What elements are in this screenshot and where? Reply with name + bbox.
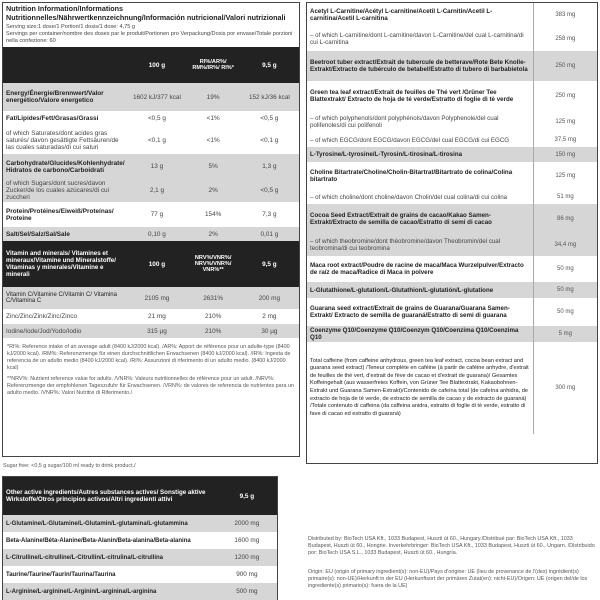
row-value-100g: 77 g: [150, 211, 164, 219]
row-label: Taurine/Taurine/Taurin/Taurina/Taurina: [6, 571, 116, 578]
row-value-9-5g: 2 mg: [262, 313, 277, 321]
vitamins-header: Vitamin and minerals/ Vitamines et mineraux/Vitamine und Mineralstoffe/ Vitaminas y minerales/Vitamine e minerali: [3, 241, 127, 287]
row-label: of which Sugars/dont sucres/davon Zucker/de los cuales azúcares/di cui zuccheri: [3, 179, 127, 202]
row-salt: [3, 227, 299, 241]
row-beetroot: [307, 51, 597, 81]
col-100g: 100 g: [127, 47, 186, 83]
row-value: 900 mg: [236, 571, 258, 578]
row-label: – of which EGCG/dont EGCG/davon EGCG/del cual EGCG/di cui EGCG: [310, 136, 510, 144]
row-energy: [3, 83, 299, 111]
row-value-100g: 0,10 g: [127, 227, 186, 241]
row-sugars: [3, 179, 299, 202]
row-value: 150 mg: [533, 147, 597, 162]
row-value-100g: 2105 mg: [127, 287, 186, 309]
row-value: 2000 mg: [217, 515, 277, 532]
row-value-ri: 5%: [187, 154, 240, 179]
row-value: 34,4 mg: [533, 234, 597, 256]
row-label: Fat/Lipides/Fett/Grasas/Grassi: [6, 115, 99, 123]
row-theobromine: [307, 234, 597, 256]
vit-col-nrv: NRV%/VNR%/ NRV%/VNR%/ VNR%**: [187, 241, 240, 287]
row-value-ri: <1%: [206, 136, 220, 144]
row-value-9-5g: 200 mg: [240, 287, 299, 309]
row-label: Iodine/Iode/Jod/Yodo/Iodio: [3, 324, 127, 338]
row-value: 250 mg: [533, 51, 597, 81]
row-tyrosine: [307, 147, 597, 162]
row-value-9-5g: <0,5 g: [240, 179, 299, 202]
row-guarana: [307, 298, 597, 326]
vit-col-9-5g: 9,5 g: [240, 241, 299, 287]
row-value-100g: <0,1 g: [147, 136, 166, 144]
row-value-9-5g: 7,3 g: [262, 211, 277, 219]
col-9-5g: 9,5 g: [240, 47, 299, 83]
row-value-nrv: 210%: [204, 313, 222, 321]
other-header-row: [3, 477, 277, 515]
row-label: Carbohydrate/Glucides/Kohlenhydrate/ Hidratos de carbono/Carboidrati: [3, 154, 127, 179]
vit-col-100g: 100 g: [127, 241, 186, 287]
row-value: 37,5 mg: [533, 133, 597, 147]
row-value: 125 mg: [533, 162, 597, 190]
row-label: Beetroot tuber extract/Extrait de tubercule de betterave/Rote Bete Knolle-Extrakt/Extracto de tubérculo de betabel/Estratto di tubero di barbabietola: [307, 51, 533, 81]
row-value: 258 mg: [533, 27, 597, 51]
row-label: – of which choline/dont choline/davon Cholin/del cual colina/di cui colina: [310, 193, 508, 201]
row-choline: [307, 162, 597, 190]
row-value: 383 mg: [533, 3, 597, 27]
row-value: 1200 mg: [217, 549, 277, 566]
nrv-footnote: **NRV%: Nutrient reference value for adults. /VNR%: Valeurs nutritionnelles de référence pour un adult. /NRV%: Referenzmenge der empfohlenen Tageszufuhr für Erwachsenen. /VRN%: de valores de referencia de nutrientes para un adulto medio. /VNR%: Valori Nutritivi di Riferimento./: [7, 376, 294, 397]
servings-per-container: Servings per container/nombre des doses par le produit/Portionen pro Verpackung/Dosis por envase/Totale porzioni nella confezione: 60: [6, 30, 293, 44]
row-value-ri: <1%: [206, 115, 220, 123]
row-value-9-5g: 30 µg: [240, 324, 299, 338]
row-protein: [3, 202, 299, 227]
row-value: 125 mg: [533, 111, 597, 133]
row-label: Beta-Alanine/Béta-Alanine/Beta-Alanin/Beta-alanina/Beta-alanina: [6, 537, 191, 544]
row-value-ri: 154%: [204, 211, 222, 219]
ri-footnote: *RI%: Reference intake of an average adult (8400 kJ/2000 kcal). /AR%: Apport de référence pour un adulte-type (8400 kJ/2000 kcal). /RM%: Referenzmenge für einen durchschnittlichen Erwachsenen (8400 kJ/2000 kcal). /IR%: Ingesta de referencia de un adulto medio (8400 kJ/2000 kcal). /RI%: Assunzioni di riferimento di un adulto medio. (8400 kJ/2000 kcal): [7, 344, 291, 372]
row-label: Energy/Énergie/Brennwert/Valor energético/Valore energetico: [3, 83, 127, 111]
row-iodine: [3, 324, 299, 338]
row-label: L-Tyrosine/L-tyrosine/L-Tyrosin/L-tirosina/L-tirosina: [307, 147, 533, 162]
col-ri: RI%/AR%/ RM%/IR%/ RI%*: [187, 47, 240, 83]
row-value: 50 mg: [533, 282, 597, 298]
row-label: Maca root extract/Poudre de racine de maca/Maca Wurzelpulver/Extracto de raíz de maca/Radice di Maca in polvere: [310, 262, 524, 276]
row-label: Salt/Sel/Salz/Sal/Sale: [3, 227, 127, 241]
row-choline-sub: [307, 190, 597, 204]
row-value: 86 mg: [533, 204, 597, 234]
vitamins-header-row: [3, 241, 299, 287]
row-label: Guarana seed extract/Extrait de grains de Guarana/Guarana Samen-Extrakt/ Extracto de semilla de guaraná/Estratto di semi di guarana: [310, 305, 510, 319]
row-value: 51 mg: [533, 190, 597, 204]
row-value-100g: 13 g: [127, 154, 186, 179]
ingredients-right-panel: [306, 2, 598, 464]
row-coenzyme: [307, 326, 597, 342]
row-label: Choline Bitartrate/Choline/Cholin-Bitartrat/Bitartrato de colina/Colina bitartrato: [310, 169, 513, 183]
row-maca: [307, 256, 597, 282]
row-value: 50 mg: [533, 256, 597, 282]
row-value: 50 mg: [533, 298, 597, 326]
row-l-carnitine: [307, 27, 597, 51]
row-label: Vitamin C/Vitamine C/Vitamin C/ Vitamina C/Vitamina C: [3, 287, 127, 309]
row-label: Cocoa Seed Extract/Extrait de grains de cacao/Kakao Samen-Extrakt/Extracto de semilla de cacao/Estratto di semi di cacao: [307, 204, 533, 234]
other-header: Other active ingredients/Autres substances actives/ Sonstige aktive Wirkstoffe/Otros principios activos/Altri ingredienti attivi: [3, 477, 217, 515]
other-ingredients-table: [3, 477, 277, 600]
row-label: L-Citrulline/L-citrulline/L-Citrullin/L-citrulina/L-citrullina: [3, 549, 217, 566]
row-value-nrv: 2631%: [187, 287, 240, 309]
row-value-ri: 2%: [187, 227, 240, 241]
row-value-100g: 1602 kJ/377 kcal: [127, 83, 186, 111]
row-value-ri: 2%: [187, 179, 240, 202]
blank-head: [3, 47, 127, 83]
serving-size: Serving size:1 dose/1 Portion/1 dosis/1 dose: 4,75 g: [6, 24, 136, 31]
row-value-9-5g: <0,1 g: [260, 136, 279, 144]
row-label: – of which theobromine/dont théobromine/davon Theobromin/del cual teobromina/di cui teobromina: [307, 234, 533, 256]
row-value: 500 mg: [217, 583, 277, 600]
row-glutamine: [3, 515, 277, 532]
row-label: Coenzyme Q10/Coenzyme Q10/Coenzym Q10/Coenzima Q10/Coenzima Q10: [307, 326, 533, 342]
row-label: of which Saturates/dont acides gras saturés/ davon gesättigte Fettsäuren/de las cuales saturadas/di cui saturi: [6, 129, 119, 151]
row-value: 5 mg: [533, 326, 597, 342]
nutrition-table: [3, 47, 299, 338]
row-vitamin-c: [3, 287, 299, 309]
row-taurine: [3, 566, 277, 583]
row-acetyl-carnitine: [307, 3, 597, 27]
row-glutathione: [307, 282, 597, 298]
sugar-free-note: Sugar free: <0,5 g sugar/100 ml ready to drink product./: [3, 463, 136, 469]
row-citrulline: [3, 549, 277, 566]
caffeine-text: Total caffeine (from caffeine anhydrous, green tea leaf extract, cocoa bean extract and guarana seed extract) /Teneur complète en caféine (à partir de caféine anhydre, d'extrait de feuilles de thé vert, d'extrait de fève de cacao et d'extrait de guarana)/ Gesamtes Koffeingehalt (aus wasserfreies Koffein, von Grüner Tee Blattextrakt, Kakaobohnen-Extrakt und Guarana Samen-Extrakt)/Contenido de cafeína total (de cafeína anhidra, de extracto de hoja de té verde, de extracto de semilla de cacao y de extracto de guaraná) /Totale contenuto di caffeina (da caffeina anidra, estratto di foglie di tè verde, estratto di fave di cacao ed estratto di guaranà): [310, 357, 529, 417]
nutrition-panel: [2, 2, 300, 457]
right-ingredients-table: [307, 3, 597, 434]
row-value-nrv: 210%: [187, 324, 240, 338]
row-value: 250 mg: [533, 81, 597, 111]
row-value-9-5g: 1,3 g: [240, 154, 299, 179]
row-label: Zinc/Zinc/Zink/Zinc/Zinco: [6, 313, 78, 321]
row-cocoa: [307, 204, 597, 234]
row-arginine: [3, 583, 277, 600]
distributor-text: Distributed by: BioTech USA Kft., 1033 Budapest, Huszti út 60., Hungary./Distribué par: BioTech USA Kft., 1033 Budapest, Huszti út 60., Hongrie. Inverkehrbringer: BioTech USA Kft., 1033 Budapest, Huszti út 60., Ungarn. /Distribuido por: BioTech USA S.L., 1033 Budapest, Huszti út 60., Hungría.: [308, 536, 595, 557]
row-label: L-Arginine/L-arginine/L-Arginin/L-arginina/L-arginina: [3, 583, 217, 600]
row-beta-alanine: [3, 532, 277, 549]
row-value-100g: 315 µg: [127, 324, 186, 338]
row-label: L-Glutathione/L-glutation/L-Glutathion/L-glutatión/L-glutatione: [307, 282, 533, 298]
row-label: – of which polyphenols/dont polyphénols/davon Polyphenole/del cual polifenoles/di cui polifenoli: [310, 115, 499, 129]
row-label: L-Glutamine/L-Glutamine/L-Glutamin/L-glutamina/L-glutammina: [3, 515, 217, 532]
nutrition-title: Nutrition Information/Informations Nutritionnelles/Nährwertkennzeichnung/Información nutricional/Valori nutrizionali: [6, 4, 286, 22]
other-ingredients-panel: [2, 476, 278, 600]
row-carbohydrate: [3, 154, 299, 179]
row-value-ri: 19%: [187, 83, 240, 111]
caffeine-value: 300 mg: [533, 342, 597, 434]
row-value-9-5g: 0,01 g: [240, 227, 299, 241]
row-value-9-5g: <0,5 g: [260, 115, 279, 123]
other-col-9-5g: 9,5 g: [217, 477, 277, 515]
row-saturates: [3, 126, 299, 154]
row-green-tea: [307, 81, 597, 111]
row-total-caffeine: [307, 342, 597, 434]
row-label: Acetyl L-Carnitine/Acétyl L-carnitine/Acetil L-Carnitin/Acetil L-carnitina/Acetil L-carnitina: [310, 8, 493, 22]
origin-text: Origin: EU (origin of primary ingredient(s): non-EU)/Pays d'origine: UE (lieu de provenance de l'(des) ingrédient(s) primaire(s): non-UE)/Herkunft in der EU (Herkunftsort der primären Zutat(en): nicht-EU)/Origen: UE (origen del/de los ingrediente(s) primario(s): fuera de la UE): [308, 569, 588, 590]
row-zinc: [3, 309, 299, 324]
row-value-100g: 21 mg: [148, 313, 166, 321]
row-polyphenols: [307, 111, 597, 133]
row-label: – of which L-carnitine/dont L-carnitine/davon L-Carnitine/del cual L-carnitina/di cui L-carnitina: [310, 32, 524, 46]
row-label: Green tea leaf extract/Extrait de feuilles de Thé vert /Grüner Tee Blattextrakt/ Extracto de hoja de té verde/Estratto di foglie di tè verde: [310, 89, 514, 103]
row-fat: [3, 111, 299, 126]
row-value: 1600 mg: [234, 537, 260, 544]
row-value-100g: <0,5 g: [147, 115, 166, 123]
row-egcg: [307, 133, 597, 147]
row-value-9-5g: 152 kJ/36 kcal: [240, 83, 299, 111]
row-label: Protein/Protéines/Eiweiß/Proteínas/ Proteine: [6, 207, 114, 222]
row-value-100g: 2,1 g: [127, 179, 186, 202]
